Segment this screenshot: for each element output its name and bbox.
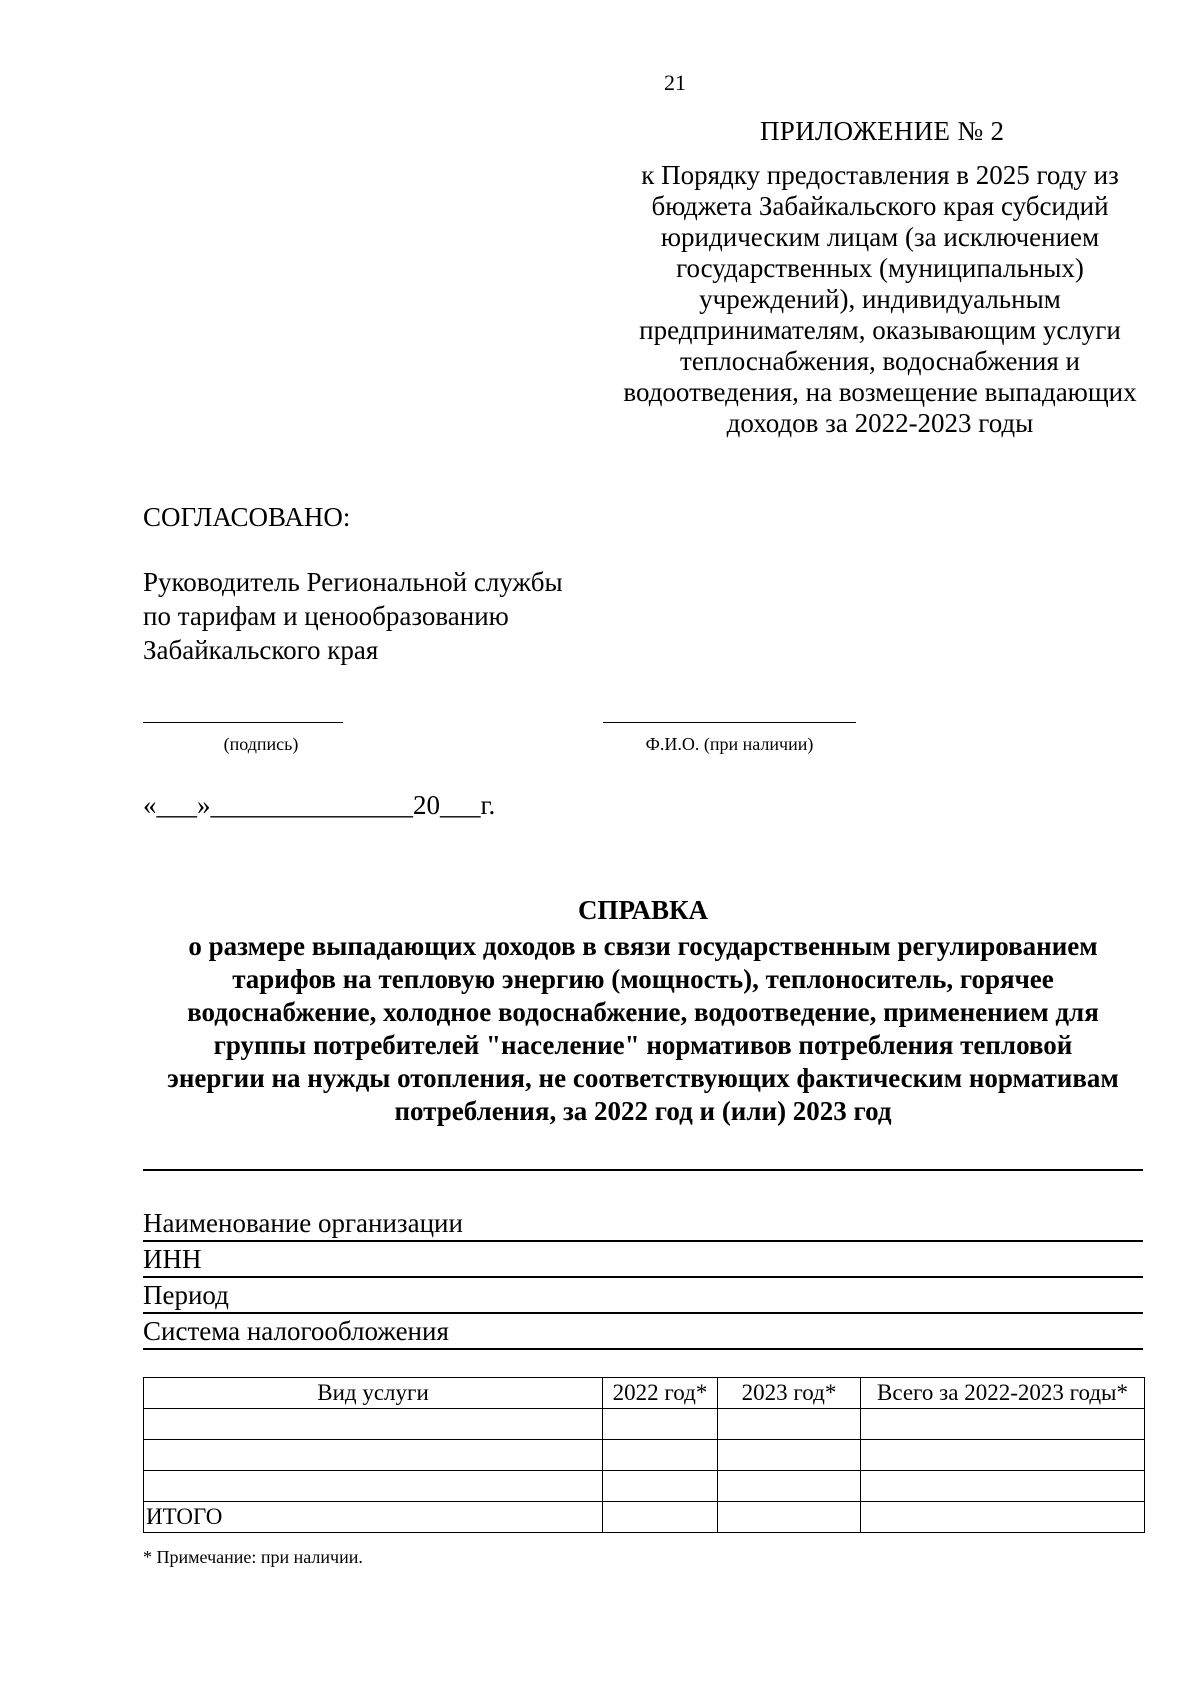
appendix-line: водоотведения, на возмещение выпадающих bbox=[623, 377, 1137, 407]
table-cell[interactable] bbox=[144, 1440, 603, 1471]
field-tax-system[interactable] bbox=[143, 1314, 1143, 1350]
table-cell[interactable] bbox=[603, 1409, 718, 1440]
footnote: * Примечание: при наличии. bbox=[143, 1547, 363, 1567]
table-cell[interactable] bbox=[861, 1502, 1145, 1533]
subheading-line: энергии на нужды отопления, не соответствующих фактическим нормативам bbox=[167, 1063, 1119, 1093]
appendix-line: бюджета Забайкальского края субсидий bbox=[651, 191, 1109, 221]
subheading-line: потребления, за 2022 год и (или) 2023 год bbox=[394, 1096, 892, 1126]
approver-line: Забайкальского края bbox=[143, 635, 379, 665]
subheading-line: тарифов на тепловую энергию (мощность), теплоноситель, горячее bbox=[232, 964, 1054, 994]
table-cell[interactable] bbox=[718, 1471, 861, 1502]
column-header: 2022 год* bbox=[603, 1378, 718, 1409]
appendix-text bbox=[600, 160, 1160, 439]
table-total-row bbox=[144, 1502, 1145, 1533]
field-label: Период bbox=[143, 1280, 229, 1310]
field-period[interactable] bbox=[143, 1278, 1143, 1314]
appendix-line: государственных (муниципальных) bbox=[676, 253, 1084, 283]
signature-line[interactable] bbox=[143, 722, 343, 723]
total-label: ИТОГО bbox=[144, 1502, 603, 1533]
form-top-rule bbox=[143, 1169, 1143, 1171]
table-cell[interactable] bbox=[603, 1471, 718, 1502]
appendix-line: теплоснабжения, водоснабжения и bbox=[680, 346, 1080, 376]
name-caption: Ф.И.О. (при наличии) bbox=[645, 734, 814, 754]
subheading-line: группы потребителей "население" нормативов потребления тепловой bbox=[213, 1030, 1073, 1060]
appendix-line: учреждений), индивидуальным bbox=[699, 284, 1061, 314]
table-cell[interactable] bbox=[861, 1471, 1145, 1502]
services-table bbox=[143, 1377, 1145, 1533]
field-organization-name[interactable] bbox=[143, 1206, 1143, 1242]
name-line[interactable] bbox=[603, 722, 856, 723]
field-label: Наименование организации bbox=[143, 1208, 463, 1238]
subheading-line: о размере выпадающих доходов в связи государственным регулированием bbox=[188, 931, 1098, 961]
appendix-line: доходов за 2022-2023 годы bbox=[726, 408, 1034, 438]
field-label: Система налогообложения bbox=[143, 1316, 449, 1346]
table-cell[interactable] bbox=[861, 1440, 1145, 1471]
field-inn[interactable] bbox=[143, 1242, 1143, 1278]
approved-label: СОГЛАСОВАНО: bbox=[143, 502, 351, 532]
column-header: Всего за 2022-2023 годы* bbox=[861, 1378, 1145, 1409]
table-row bbox=[144, 1409, 1145, 1440]
table-cell[interactable] bbox=[144, 1409, 603, 1440]
table-row bbox=[144, 1471, 1145, 1502]
table-cell[interactable] bbox=[144, 1471, 603, 1502]
approver-line: по тарифам и ценообразованию bbox=[143, 601, 509, 631]
document-subheading bbox=[140, 930, 1146, 1128]
table-header-row bbox=[144, 1378, 1145, 1409]
table-cell[interactable] bbox=[718, 1440, 861, 1471]
table-row bbox=[144, 1440, 1145, 1471]
table-cell[interactable] bbox=[718, 1502, 861, 1533]
appendix-title: ПРИЛОЖЕНИЕ № 2 bbox=[760, 116, 1005, 146]
field-label: ИНН bbox=[143, 1244, 202, 1274]
approver-block bbox=[143, 565, 563, 667]
table-cell[interactable] bbox=[603, 1502, 718, 1533]
column-header: 2023 год* bbox=[718, 1378, 861, 1409]
appendix-line: к Порядку предоставления в 2025 году из bbox=[641, 160, 1119, 190]
approval-date-line[interactable]: «___»_______________20___г. bbox=[143, 790, 496, 820]
table-cell[interactable] bbox=[861, 1409, 1145, 1440]
signature-caption: (подпись) bbox=[223, 734, 299, 754]
approver-line: Руководитель Региональной службы bbox=[143, 567, 563, 597]
document-heading: СПРАВКА bbox=[577, 895, 709, 925]
page-number: 21 bbox=[664, 70, 686, 95]
table-cell[interactable] bbox=[603, 1440, 718, 1471]
table-cell[interactable] bbox=[718, 1409, 861, 1440]
appendix-line: предпринимателям, оказывающим услуги bbox=[639, 315, 1121, 345]
appendix-line: юридическим лицам (за исключением bbox=[660, 222, 1100, 252]
column-header: Вид услуги bbox=[144, 1378, 603, 1409]
subheading-line: водоснабжение, холодное водоснабжение, водоотведение, применением для bbox=[187, 997, 1099, 1027]
